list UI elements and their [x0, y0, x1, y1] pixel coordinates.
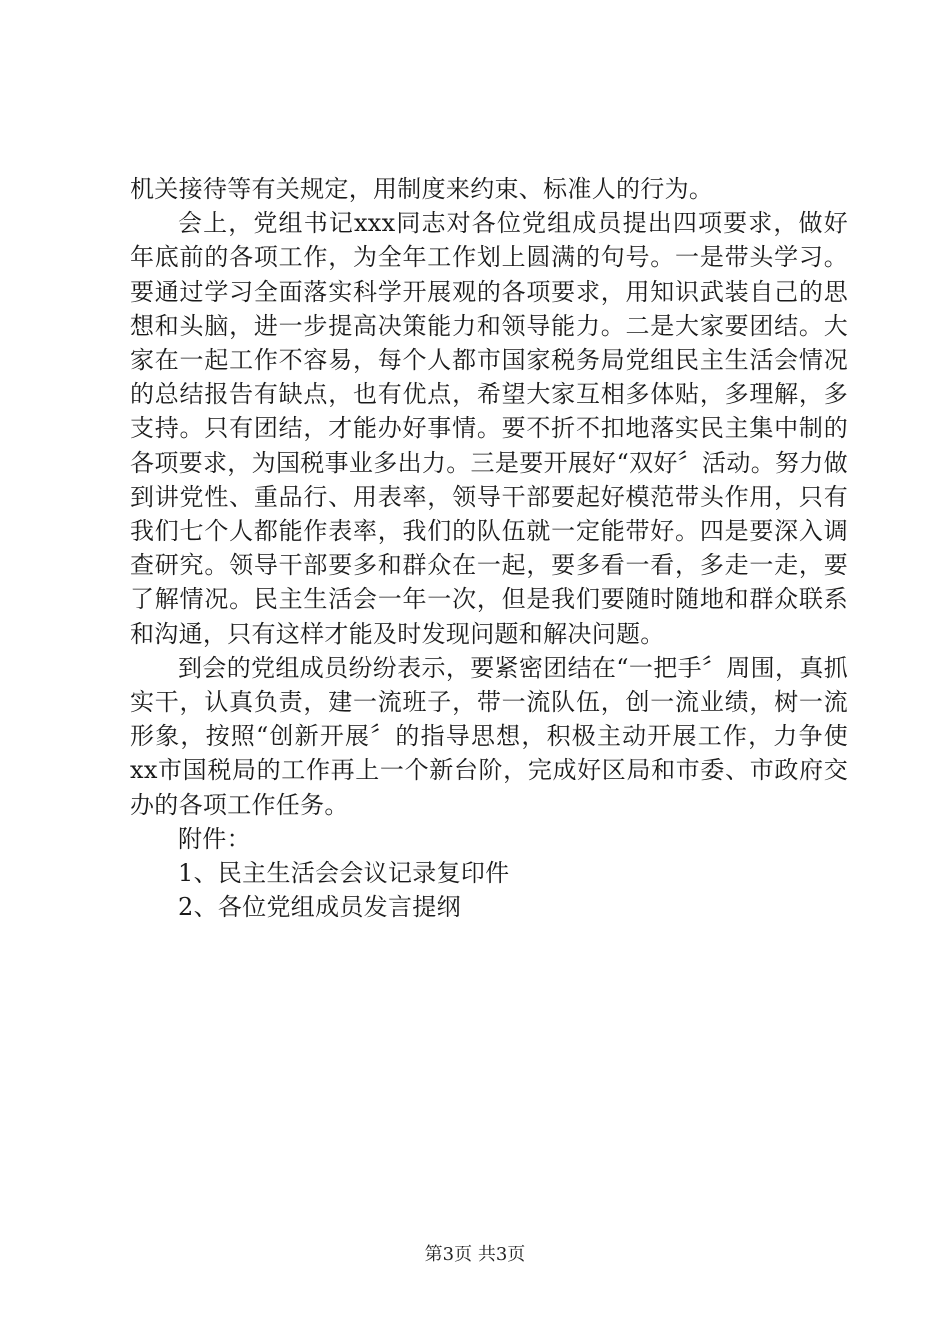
- page-number: 第3页 共3页: [424, 1244, 526, 1265]
- paragraph-member-statements: 到会的党组成员纷纷表示，要紧密团结在“一把手〞周围，真抓实干，认真负责，建一流班子，带一流队伍，创一流业绩，树一流形象，按照“创新开展〞的指导思想，积极主动开展工作，力争使xx市国税局的工作再上一个新台阶，完成好区局和市委、市政府交办的各项工作任务。: [130, 653, 848, 819]
- attachments-label: 附件：: [178, 824, 251, 853]
- paragraph-continuation: 机关接待等有关规定，用制度来约束、标准人的行为。: [130, 175, 714, 203]
- page-footer: [0, 1243, 950, 1267]
- paragraph-meeting-requirements: 会上，党组书记xxx同志对各位党组成员提出四项要求，做好年底前的各项工作，为全年工作划上圆满的句号。一是带头学习。要通过学习全面落实科学开展观的各项要求，用知识武装自己的思想和头脑，进一步提高决策能力和领导能力。二是大家要团结。大家在一起工作不容易，每个人都市国家税务局党组民主生活会情况的总结报告有缺点，也有优点，希望大家互相多体贴，多理解，多支持。只有团结，才能办好事情。要不折不扣地落实民主集中制的各项要求，为国税事业多出力。三是要开展好“双好〞活动。努力做到讲党性、重品行、用表率，领导干部要起好模范带头作用，只有我们七个人都能作表率，我们的队伍就一定能带好。四是要深入调查研究。领导干部要多和群众在一起，要多看一看，多走一走，要了解情况。民主生活会一年一次，但是我们要随时随地和群众联系和沟通，只有这样才能及时发现问题和解决问题。: [130, 209, 848, 648]
- attachment-item: 2、各位党组成员发言提纲: [178, 893, 461, 922]
- document-body: [130, 172, 848, 924]
- attachment-item: 1、民主生活会会议记录复印件: [178, 859, 510, 888]
